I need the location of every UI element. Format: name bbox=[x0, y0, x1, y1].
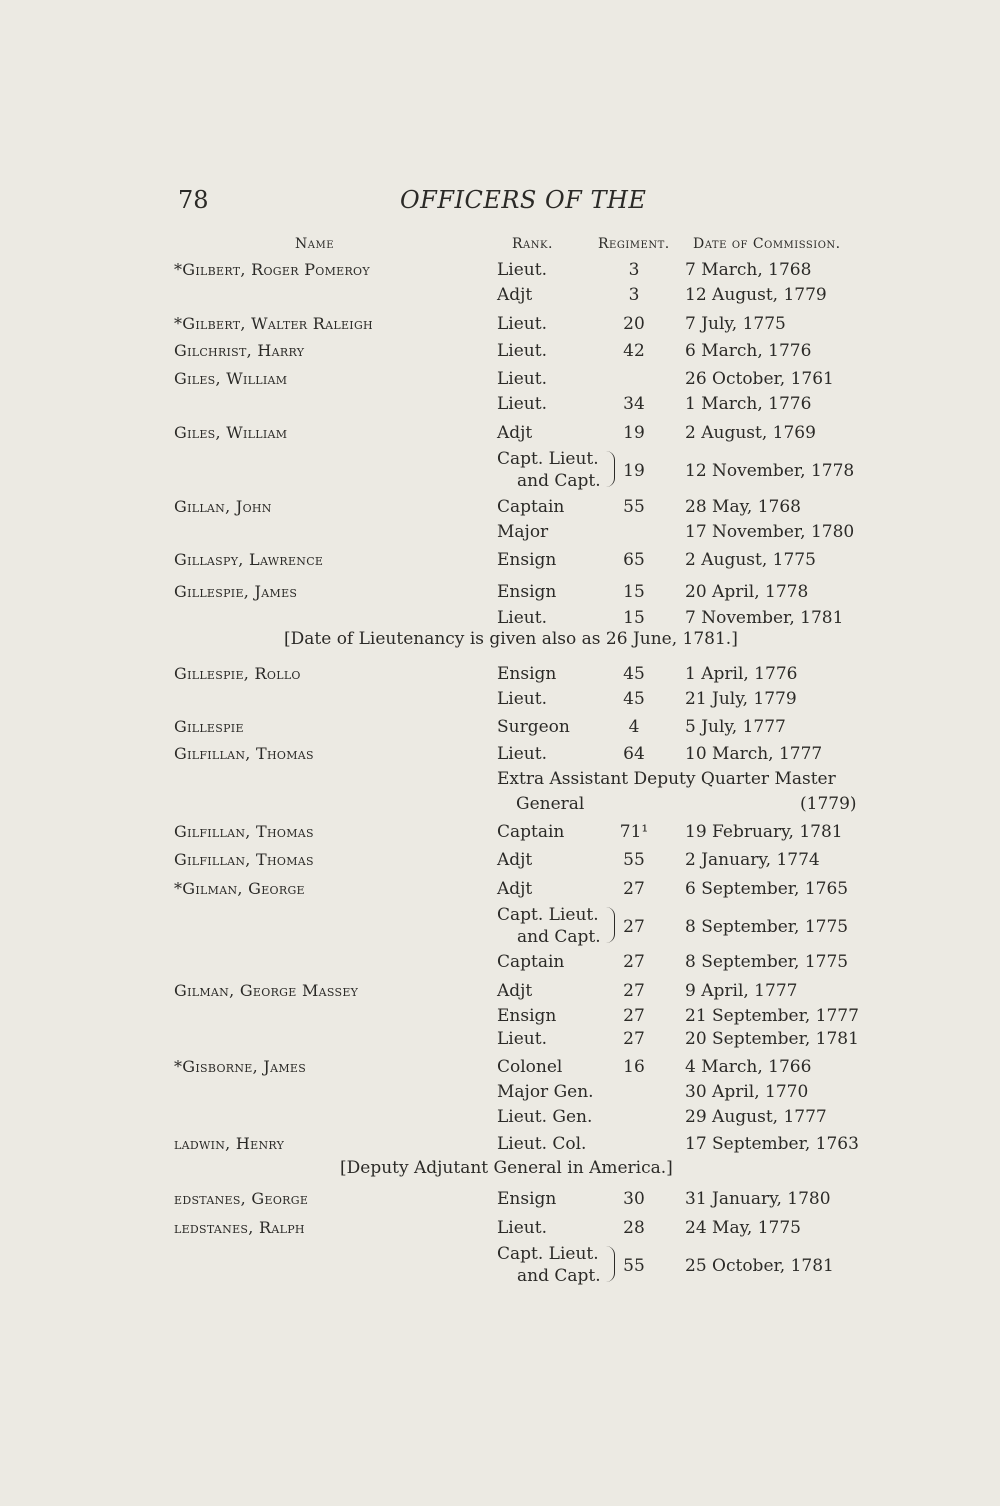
officer-regiment: 27 bbox=[623, 917, 645, 937]
officer-name: Gillespie bbox=[174, 717, 244, 736]
note-extra-assistant-2 bbox=[0, 791, 1000, 817]
officer-regiment: 30 bbox=[623, 1189, 645, 1209]
officer-rank: Lieut. bbox=[497, 394, 547, 414]
commission-date: 6 September, 1765 bbox=[685, 879, 849, 899]
officer-regiment: 45 bbox=[623, 689, 645, 709]
column-header-regiment: Regiment. bbox=[598, 236, 670, 252]
officer-regiment: 27 bbox=[623, 1029, 645, 1049]
officer-regiment: 27 bbox=[623, 981, 645, 1001]
table-row bbox=[0, 903, 1000, 951]
officer-rank bbox=[497, 904, 601, 948]
officer-rank: Ensign bbox=[497, 664, 557, 684]
officer-rank-line2: and Capt. bbox=[517, 1266, 601, 1286]
table-row bbox=[0, 978, 1000, 1004]
table-row bbox=[0, 1026, 1000, 1052]
officer-name: ladwin, Henry bbox=[174, 1134, 285, 1153]
note-lieutenancy-text: [Date of Lieutenancy is given also as 26 June, 1781.] bbox=[284, 629, 738, 649]
officer-rank: Adjt bbox=[497, 423, 533, 443]
officer-name: *Gilman, George bbox=[174, 879, 305, 898]
table-row bbox=[0, 391, 1000, 417]
table-row bbox=[0, 741, 1000, 767]
officer-regiment: 15 bbox=[623, 582, 645, 602]
note-extra-line2: General bbox=[516, 794, 585, 814]
officer-rank: Captain bbox=[497, 952, 565, 972]
table-row bbox=[0, 366, 1000, 392]
officer-regiment: 64 bbox=[623, 744, 645, 764]
note-deputy-text: [Deputy Adjutant General in America.] bbox=[340, 1158, 673, 1178]
note-extra-assistant-1 bbox=[0, 766, 1000, 792]
officer-name: Gilfillan, Thomas bbox=[174, 850, 314, 869]
officer-regiment: 65 bbox=[623, 550, 645, 570]
officer-regiment: 19 bbox=[623, 461, 645, 481]
commission-date: 7 July, 1775 bbox=[685, 314, 786, 334]
officer-rank: Major Gen. bbox=[497, 1082, 594, 1102]
commission-date: 2 August, 1775 bbox=[685, 550, 816, 570]
commission-date: 1 March, 1776 bbox=[685, 394, 812, 414]
officer-regiment: 19 bbox=[623, 423, 645, 443]
table-row bbox=[0, 1079, 1000, 1105]
officer-rank: Adjt bbox=[497, 285, 533, 305]
commission-date: 5 July, 1777 bbox=[685, 717, 786, 737]
table-row bbox=[0, 1242, 1000, 1290]
commission-date: 24 May, 1775 bbox=[685, 1218, 801, 1238]
table-row bbox=[0, 1104, 1000, 1130]
table-row bbox=[0, 847, 1000, 873]
table-row bbox=[0, 1186, 1000, 1212]
officer-rank: Ensign bbox=[497, 1006, 557, 1026]
note-lieutenancy bbox=[0, 626, 1000, 652]
commission-date: 2 August, 1769 bbox=[685, 423, 816, 443]
officer-name: edstanes, George bbox=[174, 1189, 309, 1208]
commission-date: 12 August, 1779 bbox=[685, 285, 827, 305]
commission-date: 28 May, 1768 bbox=[685, 497, 801, 517]
officer-regiment: 16 bbox=[623, 1057, 645, 1077]
column-header-rank: Rank. bbox=[512, 236, 553, 252]
table-row bbox=[0, 819, 1000, 845]
commission-date: 29 August, 1777 bbox=[685, 1107, 827, 1127]
officer-regiment: 27 bbox=[623, 1006, 645, 1026]
officer-name: Gillespie, Rollo bbox=[174, 664, 301, 683]
officer-rank-line1: Capt. Lieut. bbox=[497, 1244, 599, 1264]
officer-regiment: 55 bbox=[623, 850, 645, 870]
officer-rank: Lieut. Col. bbox=[497, 1134, 587, 1154]
officer-rank bbox=[497, 448, 601, 492]
officer-regiment: 71¹ bbox=[619, 822, 649, 842]
officer-name: Gilman, George Massey bbox=[174, 981, 359, 1000]
officer-rank: Major bbox=[497, 522, 549, 542]
officer-regiment: 15 bbox=[623, 608, 645, 628]
table-row bbox=[0, 661, 1000, 687]
officer-rank: Lieut. bbox=[497, 1218, 547, 1238]
officer-regiment: 55 bbox=[623, 497, 645, 517]
column-header-date: Date of Commission. bbox=[693, 236, 841, 252]
table-row bbox=[0, 686, 1000, 712]
officer-rank-line1: Capt. Lieut. bbox=[497, 905, 599, 925]
officer-name: *Gisborne, James bbox=[174, 1057, 307, 1076]
officer-rank: Adjt bbox=[497, 850, 533, 870]
table-row bbox=[0, 282, 1000, 308]
officer-name: Gilchrist, Harry bbox=[174, 341, 305, 360]
officer-rank: Ensign bbox=[497, 582, 557, 602]
commission-date: 7 November, 1781 bbox=[685, 608, 844, 628]
officer-rank-line2: and Capt. bbox=[517, 471, 601, 491]
table-row bbox=[0, 420, 1000, 446]
table-row bbox=[0, 579, 1000, 605]
officer-regiment: 4 bbox=[628, 717, 640, 737]
commission-date: 9 April, 1777 bbox=[685, 981, 798, 1001]
commission-date: 19 February, 1781 bbox=[685, 822, 843, 842]
officer-name: Gillan, John bbox=[174, 497, 272, 516]
officer-regiment: 28 bbox=[623, 1218, 645, 1238]
officer-rank: Captain bbox=[497, 822, 565, 842]
officer-name: *Gilbert, Roger Pomeroy bbox=[174, 260, 370, 279]
officer-regiment: 55 bbox=[623, 1256, 645, 1276]
officer-rank: Lieut. bbox=[497, 260, 547, 280]
commission-date: 17 September, 1763 bbox=[685, 1134, 859, 1154]
running-title: OFFICERS OF THE bbox=[400, 186, 647, 214]
table-row bbox=[0, 338, 1000, 364]
officer-name: ledstanes, Ralph bbox=[174, 1218, 305, 1237]
officer-rank: Adjt bbox=[497, 879, 533, 899]
officer-rank: Ensign bbox=[497, 1189, 557, 1209]
table-row bbox=[0, 1131, 1000, 1157]
officer-name: Giles, William bbox=[174, 369, 288, 388]
table-row bbox=[0, 1215, 1000, 1241]
table-row bbox=[0, 714, 1000, 740]
commission-date: 8 September, 1775 bbox=[685, 917, 849, 937]
officer-name: Giles, William bbox=[174, 423, 288, 442]
commission-date: 8 September, 1775 bbox=[685, 952, 849, 972]
officer-regiment: 3 bbox=[628, 285, 640, 305]
officer-rank: Lieut. bbox=[497, 689, 547, 709]
table-row bbox=[0, 949, 1000, 975]
officer-rank-line1: Capt. Lieut. bbox=[497, 449, 599, 469]
commission-date: 21 July, 1779 bbox=[685, 689, 797, 709]
commission-date: 20 April, 1778 bbox=[685, 582, 809, 602]
column-header-name: Name bbox=[295, 236, 335, 252]
officer-rank: Lieut. Gen. bbox=[497, 1107, 593, 1127]
table-row bbox=[0, 447, 1000, 495]
officer-name: Gillaspy, Lawrence bbox=[174, 550, 324, 569]
officer-regiment: 42 bbox=[623, 341, 645, 361]
officer-rank: Lieut. bbox=[497, 341, 547, 361]
officer-regiment: 45 bbox=[623, 664, 645, 684]
table-row bbox=[0, 876, 1000, 902]
officer-rank: Lieut. bbox=[497, 369, 547, 389]
commission-date: 2 January, 1774 bbox=[685, 850, 820, 870]
note-extra-year: (1779) bbox=[800, 794, 857, 814]
note-extra-line1: Extra Assistant Deputy Quarter Master bbox=[497, 769, 836, 789]
officer-name: Gillespie, James bbox=[174, 582, 298, 601]
officer-rank-line2: and Capt. bbox=[517, 927, 601, 947]
table-row bbox=[0, 1054, 1000, 1080]
officer-name: Gilfillan, Thomas bbox=[174, 822, 314, 841]
officer-rank: Adjt bbox=[497, 981, 533, 1001]
commission-date: 4 March, 1766 bbox=[685, 1057, 812, 1077]
officer-rank: Surgeon bbox=[497, 717, 570, 737]
officer-regiment: 3 bbox=[628, 260, 640, 280]
officer-rank: Lieut. bbox=[497, 1029, 547, 1049]
note-deputy bbox=[0, 1155, 1000, 1181]
commission-date: 6 March, 1776 bbox=[685, 341, 812, 361]
officer-regiment: 20 bbox=[623, 314, 645, 334]
table-row bbox=[0, 494, 1000, 520]
officer-name: *Gilbert, Walter Raleigh bbox=[174, 314, 373, 333]
table-row bbox=[0, 519, 1000, 545]
officer-rank: Lieut. bbox=[497, 744, 547, 764]
officer-regiment: 27 bbox=[623, 952, 645, 972]
commission-date: 20 September, 1781 bbox=[685, 1029, 859, 1049]
table-row bbox=[0, 257, 1000, 283]
officer-regiment: 27 bbox=[623, 879, 645, 899]
commission-date: 30 April, 1770 bbox=[685, 1082, 809, 1102]
commission-date: 25 October, 1781 bbox=[685, 1256, 834, 1276]
officer-rank bbox=[497, 1243, 601, 1287]
commission-date: 10 March, 1777 bbox=[685, 744, 823, 764]
commission-date: 7 March, 1768 bbox=[685, 260, 812, 280]
commission-date: 17 November, 1780 bbox=[685, 522, 855, 542]
commission-date: 31 January, 1780 bbox=[685, 1189, 831, 1209]
table-row bbox=[0, 547, 1000, 573]
officer-regiment: 34 bbox=[623, 394, 645, 414]
officer-rank: Colonel bbox=[497, 1057, 563, 1077]
commission-date: 12 November, 1778 bbox=[685, 461, 855, 481]
officer-rank: Lieut. bbox=[497, 608, 547, 628]
officer-rank: Ensign bbox=[497, 550, 557, 570]
commission-date: 1 April, 1776 bbox=[685, 664, 798, 684]
page-number: 78 bbox=[178, 186, 209, 214]
officer-rank: Captain bbox=[497, 497, 565, 517]
table-row bbox=[0, 311, 1000, 337]
officer-rank: Lieut. bbox=[497, 314, 547, 334]
commission-date: 21 September, 1777 bbox=[685, 1006, 859, 1026]
officer-name: Gilfillan, Thomas bbox=[174, 744, 314, 763]
commission-date: 26 October, 1761 bbox=[685, 369, 834, 389]
